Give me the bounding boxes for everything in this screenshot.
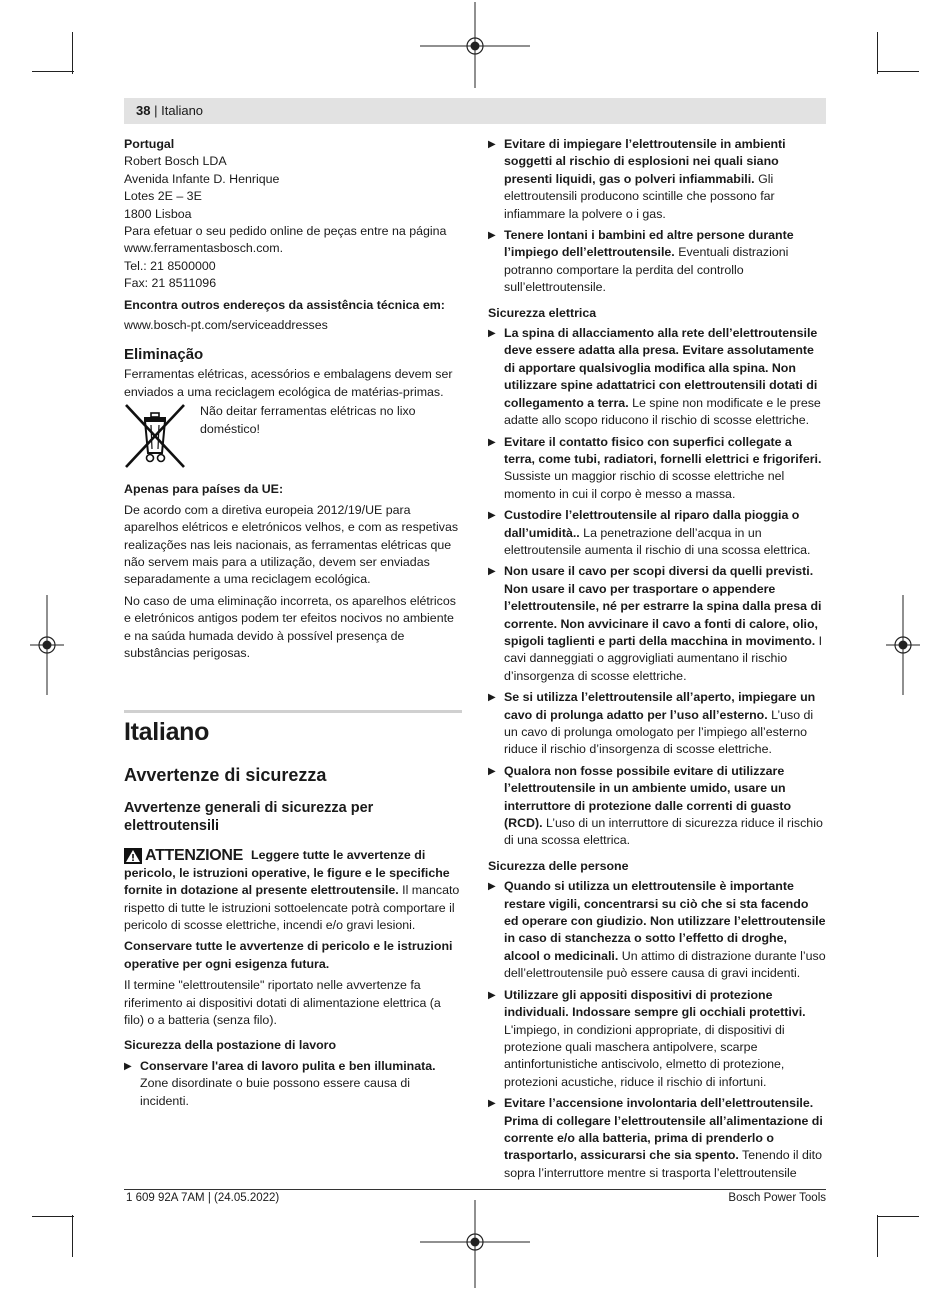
bullet-text: Sussiste un maggior rischio di scosse elettriche nel momento in cui il corpo è messo a massa. (504, 469, 785, 501)
list-item (488, 987, 826, 1091)
registration-mark-icon (30, 595, 64, 695)
bullet-bold-text: Tenere lontani i bambini ed altre persone durante l’impiego dell’elettroutensile. (504, 228, 794, 260)
triangle-right-icon: ▶ (488, 139, 496, 150)
safety-title: Avvertenze di sicurezza (124, 765, 327, 786)
list-item (488, 507, 826, 559)
header-separator: | (154, 103, 158, 118)
address-line: Robert Bosch LDA (124, 154, 227, 169)
triangle-right-icon: ▶ (124, 1060, 132, 1072)
bullet-text: Zone disordinate o buie possono essere causa di incidenti. (140, 1076, 411, 1108)
persons-title: Sicurezza delle persone (488, 858, 629, 873)
crop-mark (877, 32, 878, 74)
attention-badge (124, 847, 243, 864)
crop-mark (72, 1215, 73, 1257)
crop-mark (32, 1216, 74, 1217)
crop-mark (32, 71, 74, 72)
left-column (124, 136, 462, 1110)
workplace-title: Sicurezza della postazione di lavoro (124, 1038, 337, 1053)
attention-paragraph (124, 847, 462, 934)
weee-text: Não deitar ferramentas elétricas no lixo doméstico! (200, 404, 416, 436)
term-text: Il termine "elettroutensile" riportato nelle avvertenze fa riferimento ai dispositivi dotati di alimentazione elettrica (a filo) o a batteria (senza filo). (124, 978, 441, 1027)
address-line: Lotes 2E – 3E (124, 189, 202, 204)
triangle-right-icon: ▶ (488, 1098, 496, 1110)
attention-label: ATTENZIONE (145, 847, 244, 865)
triangle-right-icon: ▶ (488, 510, 496, 522)
other-addresses-label: Encontra outros endereços da assistência técnica em: (124, 297, 445, 312)
weee-block (124, 403, 462, 469)
list-item (488, 434, 826, 504)
bullet-bold-text: Quando si utilizza un elettroutensile è importante restare vigili, concentrarsi su ciò che si sta facendo ed operare con giudizio. Non utilizzare l’elettroutensile in caso di stanchezza o sotto l’effetto di droghe, alcool o medicinali. (504, 879, 826, 963)
bullet-bold-text: Utilizzare gli appositi dispositivi di protezione individuali. Indossare sempre gli occhiali protettivi. (504, 987, 806, 1020)
bullet-text: Le spine non modificate e le prese adatte allo scopo riducono il rischio di scosse elettriche. (504, 395, 821, 428)
list-item (488, 563, 826, 685)
page-header-text (136, 103, 203, 118)
bullet-bold-text: Custodire l’elettroutensile al riparo dalla pioggia o dall’umidità.. (504, 508, 800, 540)
bullet-text: Un attimo di distrazione durante l’uso dell’elettroutensile può essere causa di gravi incidenti. (504, 948, 826, 981)
page-number: 38 (136, 103, 151, 118)
bullet-bold-text: Se si utilizza l’elettroutensile all’aperto, impiegare un cavo di prolunga adatto per l’uso all’esterno. (504, 690, 816, 722)
list-item (488, 878, 826, 982)
footer-brand: Bosch Power Tools (728, 1192, 826, 1204)
registration-mark-icon (420, 2, 530, 92)
bullet-text: Gli elettroutensili producono scintille che possono far infiammare la polvere o i gas. (504, 171, 775, 221)
eu-title: Apenas para países da UE: (124, 482, 284, 497)
header-language: Italiano (161, 103, 204, 118)
triangle-right-icon: ▶ (488, 566, 496, 578)
portugal-title: Portugal (124, 137, 175, 151)
address-line: www.ferramentasbosch.com. (124, 241, 284, 256)
crossed-bin-icon (124, 403, 186, 469)
list-item (124, 1058, 462, 1110)
list-item (488, 325, 826, 429)
warning-triangle-icon (124, 848, 142, 864)
triangle-right-icon: ▶ (488, 692, 496, 704)
address-line: Avenida Infante D. Henrique (124, 171, 280, 186)
list-item (488, 689, 826, 759)
registration-mark-icon (420, 1198, 530, 1288)
bullet-bold-text: Qualora non fosse possibile evitare di utilizzare l’elettroutensile in un ambiente umido, usare un interruttore di protezione dalle correnti di guasto (RCD). (504, 763, 792, 831)
bullet-bold-text: Evitare l’accensione involontaria dell’elettroutensile. Prima di collegare l’elettroutensile all’alimentazione di corrente e/o alla batteria, prima di prenderlo o trasportarlo, assicurarsi che sia spento. (504, 1096, 823, 1163)
address-line: Para efetuar o seu pedido online de peças entre na página (124, 224, 447, 239)
bullet-text: I cavi danneggiati o aggrovigliati aumentano il rischio d’insorgenza di scosse elettriche. (504, 633, 823, 683)
bullet-text: Tenendo il dito sopra l’interruttore mentre si trasporta l’elettroutensile (504, 1148, 822, 1180)
page-header (124, 98, 826, 124)
right-column (488, 136, 826, 1182)
crop-mark (877, 71, 919, 72)
triangle-right-icon: ▶ (488, 765, 496, 777)
address-line: Fax: 21 8511096 (124, 276, 217, 291)
bullet-text: L'impiego, in condizioni appropriate, di dispositivi di protezione quali maschera antipolvere, scarpe antinfortunistiche antiscivolo, elmetto di protezione, protezioni acustiche, riduce il rischio di infortuni. (504, 1022, 785, 1089)
triangle-right-icon: ▶ (488, 989, 496, 1001)
attention-text: Il mancato rispetto di tutte le istruzioni sottoelencate potrà comportare il pericolo di scosse elettriche, incendi e/o gravi lesioni. (124, 883, 460, 932)
other-addresses-url[interactable]: www.bosch-pt.com/serviceaddresses (124, 318, 328, 333)
registration-mark-icon (886, 595, 920, 695)
crop-mark (877, 1216, 919, 1217)
address-line: Tel.: 21 8500000 (124, 258, 216, 273)
eu-text-1: De acordo com a diretiva europeia 2012/19/UE para aparelhos elétricos e eletrónicos velhos, e com as respetivas realizações nas leis nacionais, as ferramentas elétricas que não servem mais para a utilização, devem ser enviadas separadamente a uma reciclagem ecológica. (124, 502, 459, 587)
bullet-bold-text: Non usare il cavo per scopi diversi da quelli previsti. Non usare il cavo per trasportare o appendere l’elettroutensile, né per estrarre la spina dalla presa di corrente. Non avvicinare il cavo a fonti di calore, olio, spigoli taglienti e parti della macchina in movimento. (504, 564, 822, 648)
disposal-title: Eliminação (124, 346, 204, 364)
bullet-text: La penetrazione dell’acqua in un elettroutensile aumenta il rischio di una scossa elettrica. (504, 525, 811, 557)
triangle-right-icon: ▶ (488, 328, 496, 340)
bullet-text: L’uso di un interruttore di sicurezza riduce il rischio di una scossa elettrica. (504, 816, 823, 848)
address-line: 1800 Lisboa (124, 206, 192, 221)
bullet-text: L’uso di un cavo di prolunga omologato per l’impiego all’esterno riduce il rischio d’insorgenza di scosse elettriche. (504, 707, 814, 757)
footer-rule (124, 1189, 826, 1190)
keep-instructions: Conservare tutte le avvertenze di pericolo e le istruzioni operative per ogni esigenza futura. (124, 939, 453, 971)
crop-mark (877, 1215, 878, 1257)
electrical-title: Sicurezza elettrica (488, 305, 597, 320)
bullet-bold-text: Evitare di impiegare l’elettroutensile in ambienti soggetti al rischio di esplosioni nei quali siano presenti liquidi, gas o polveri infiammabili. (504, 137, 786, 186)
bullet-bold-text: Conservare l'area di lavoro pulita e ben illuminata. (140, 1058, 436, 1073)
attention-bold-text: Leggere tutte le avvertenze di pericolo, le istruzioni operative, le figure e le specifiche fornite in dotazione al presente elettroutensile. (124, 848, 450, 898)
list-item (488, 1095, 826, 1182)
crop-mark (72, 32, 73, 74)
disposal-text: Ferramentas elétricas, acessórios e embalagens devem ser enviados a uma reciclagem ecológica de matérias-primas. (124, 367, 453, 399)
triangle-right-icon: ▶ (488, 436, 496, 448)
eu-text-2: No caso de uma eliminação incorreta, os aparelhos elétricos e eletrónicos antigos podem ter efeitos nocivos no ambiente e na saúda humada devido à possível presença de substâncias perigosas. (124, 593, 456, 660)
general-title: Avvertenze generali di sicurezza per elettroutensili (124, 800, 374, 835)
bullet-text: Eventuali distrazioni potranno comportare la perdita del controllo sull’elettroutensile. (504, 245, 789, 295)
language-title: Italiano (124, 718, 210, 747)
bullet-bold-text: La spina di allacciamento alla rete dell’elettroutensile deve essere adatta alla presa. Evitare assolutamente di apportare qualsivoglia modifica alla spina. Non utilizzare spine adattatrici con elettroutensili dotati di collegamento a terra. (504, 326, 818, 410)
footer-doc-number: 1 609 92A 7AM | (24.05.2022) (126, 1192, 280, 1204)
list-item (488, 227, 826, 297)
triangle-right-icon: ▶ (488, 881, 496, 893)
triangle-right-icon: ▶ (488, 230, 496, 242)
list-item (488, 136, 826, 223)
list-item (488, 763, 826, 850)
bullet-bold-text: Evitare il contatto fisico con superfici collegate a terra, come tubi, radiatori, fornelli elettrici e frigoriferi. (504, 434, 822, 466)
